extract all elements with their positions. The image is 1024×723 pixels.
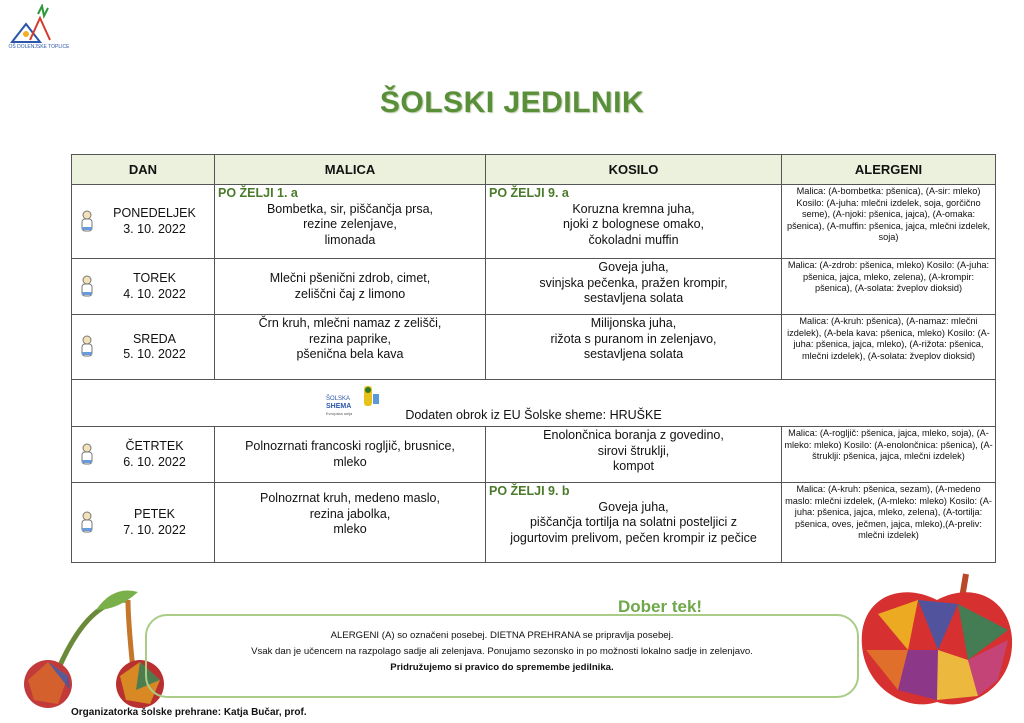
column-header: KOSILO	[486, 155, 782, 185]
table-row	[72, 315, 996, 380]
meal-line: piščančja tortilja na solatni posteljici z	[529, 515, 738, 529]
malica-cell	[215, 483, 486, 563]
chef-bear-icon	[78, 209, 96, 235]
malica-cell	[215, 427, 486, 483]
chef-bear-icon	[78, 510, 96, 536]
chef-bear-icon	[78, 334, 96, 360]
meal-line: kompot	[613, 459, 654, 473]
menu-table	[71, 154, 996, 563]
day-cell	[72, 259, 215, 315]
malica-cell	[215, 259, 486, 315]
alergeni-cell: Malica: (A-kruh: pšenica, sezam), (A-medeno maslo: mlečni izdelek, (A-mleko: mleko) Kosilo: (A-juha: pšenica, jajca, mleko, zelena), (A-tortilja: pšenica, oves, ječmen, jajca, mleko),(A-preliv: mlečni izdelek)	[782, 483, 996, 563]
extra-meal-text: Dodaten obrok iz EU Šolske sheme: HRUŠKE	[405, 407, 662, 422]
alergeni-cell: Malica: (A-kruh: pšenica), (A-namaz: mlečni izdelek), (A-bela kava: pšenica, mleko) Kosilo: (A-juha: pšenica, jajca, mleko), (A-rižota: pšenica, mlečni izdelek), (A-solata: žveplov dioksid)	[782, 315, 996, 380]
meal-line: Koruzna kremna juha,	[572, 201, 695, 216]
info-note	[145, 614, 859, 698]
school-scheme-logo-icon	[324, 384, 384, 420]
day-name: TOREK	[133, 271, 176, 285]
kosilo-cell	[486, 185, 782, 259]
note-line: Vsak dan je učencem na razpolago sadje ali zelenjava. Ponujamo sezonsko in po možnosti lokalno sadje in zelenjavo.	[251, 646, 753, 657]
table-row	[72, 380, 996, 427]
meal-line: Goveja juha,	[598, 260, 669, 274]
meal-line: Bombetka, sir, piščančja prsa,	[266, 201, 434, 216]
day-cell	[72, 185, 215, 259]
meal-line: sirovi štruklji,	[597, 443, 670, 458]
meal-line: Črn kruh, mlečni namaz z zelišči,	[258, 316, 442, 330]
footer-organizer: Organizatorka šolske prehrane: Katja Bučar, prof.	[71, 707, 307, 718]
day-cell	[72, 483, 215, 563]
meal-line: sestavljena solata	[583, 347, 684, 361]
table-header-row	[72, 155, 996, 185]
meal-line: mleko	[333, 454, 367, 469]
apple-icon	[858, 570, 1016, 712]
shema-label: SHEMA	[326, 403, 352, 410]
column-header: MALICA	[215, 155, 486, 185]
meal-line: Enolončnica boranja z govedino,	[543, 428, 724, 442]
meal-line: Milijonska juha,	[590, 316, 677, 330]
page-title: ŠOLSKI JEDILNIK	[379, 86, 645, 119]
table-row	[72, 483, 996, 563]
meal-line: jogurtovim prelivom, pečen krompir iz pečice	[510, 530, 757, 545]
meal-line: njoki z bolognese omako,	[562, 217, 705, 231]
meal-line: Polnozrnat kruh, medeno maslo,	[260, 491, 440, 505]
kosilo-cell	[486, 259, 782, 315]
chef-bear-icon	[78, 442, 96, 468]
extra-meal-cell	[72, 380, 996, 427]
note-bold: Pridružujemo si pravico do spremembe jedilnika.	[390, 662, 614, 673]
meal-line: rezina jabolka,	[309, 506, 391, 521]
day-date: 3. 10. 2022	[123, 221, 186, 236]
meal-line: rezina paprike,	[309, 331, 391, 346]
meal-line: zeliščni čaj z limono	[294, 286, 406, 301]
shema-label: ŠOLSKA	[326, 396, 351, 402]
kosilo-cell	[486, 427, 782, 483]
malica-cell	[215, 315, 486, 380]
table-row	[72, 259, 996, 315]
choice-tag: PO ŽELJI 9. a	[489, 186, 569, 200]
meal-line: rezine zelenjave,	[303, 217, 397, 231]
meal-line: čokoladni muffin	[588, 232, 679, 247]
column-header: ALERGENI	[782, 155, 996, 185]
meal-line: mleko	[333, 522, 367, 536]
meal-line: pšenična bela kava	[296, 347, 404, 361]
meal-line: limonada	[324, 232, 376, 247]
meal-line: Goveja juha,	[598, 499, 669, 514]
day-cell	[72, 315, 215, 380]
table-row	[72, 427, 996, 483]
day-date: 5. 10. 2022	[123, 347, 186, 361]
day-date: 7. 10. 2022	[123, 522, 186, 537]
table-row	[72, 185, 996, 259]
meal-line: Polnozrnati francoski rogljič, brusnice,	[245, 439, 455, 453]
malica-cell	[215, 185, 486, 259]
meal-line: svinjska pečenka, pražen krompir,	[539, 275, 728, 290]
day-name: PETEK	[134, 507, 175, 521]
dober-tek-text: Dober tek!	[618, 597, 703, 616]
alergeni-cell: Malica: (A-rogljič: pšenica, jajca, mleko, soja), (A-mleko: mleko) Kosilo: (A-enolončnica: pšenica), (A-štruklji: pšenica, jajca, mlečni izdelek)	[782, 427, 996, 483]
choice-tag: PO ŽELJI 9. b	[489, 484, 570, 498]
day-name: ČETRTEK	[125, 439, 184, 453]
day-date: 4. 10. 2022	[123, 286, 186, 301]
note-line: ALERGENI (A) so označeni posebej. DIETNA PREHRANA se pripravlja posebej.	[330, 630, 674, 641]
kosilo-cell	[486, 315, 782, 380]
day-name: PONEDELJEK	[113, 206, 196, 220]
day-name: SREDA	[132, 331, 177, 346]
day-cell	[72, 427, 215, 483]
meal-line: sestavljena solata	[583, 291, 684, 305]
note-line	[147, 660, 857, 676]
meal-line: rižota s puranom in zelenjavo,	[550, 331, 717, 346]
alergeni-cell: Malica: (A-zdrob: pšenica, mleko) Kosilo: (A-juha: pšenica, jajca, mleko, zelena), (A-krompir: pšenica), (A-solata: žveplov dioksid)	[782, 259, 996, 315]
meal-line: Mlečni pšenični zdrob, cimet,	[269, 271, 431, 285]
chef-bear-icon	[78, 274, 96, 300]
day-date: 6. 10. 2022	[123, 454, 186, 469]
choice-tag: PO ŽELJI 1. a	[218, 186, 298, 200]
kosilo-cell	[486, 483, 782, 563]
column-header: DAN	[72, 155, 215, 185]
shema-label: Evropska unija	[326, 411, 353, 416]
alergeni-cell: Malica: (A-bombetka: pšenica), (A-sir: mleko) Kosilo: (A-juha: mlečni izdelek, soja, gorčično seme), (A-njoki: pšenica, jajca), (A-omaka: pšenica), (A-muffin: pšenica, jajca, mlečni izdelek, soja)	[782, 185, 996, 259]
logo-text: OŠ DOLENJSKE TOPLICE	[8, 44, 70, 50]
